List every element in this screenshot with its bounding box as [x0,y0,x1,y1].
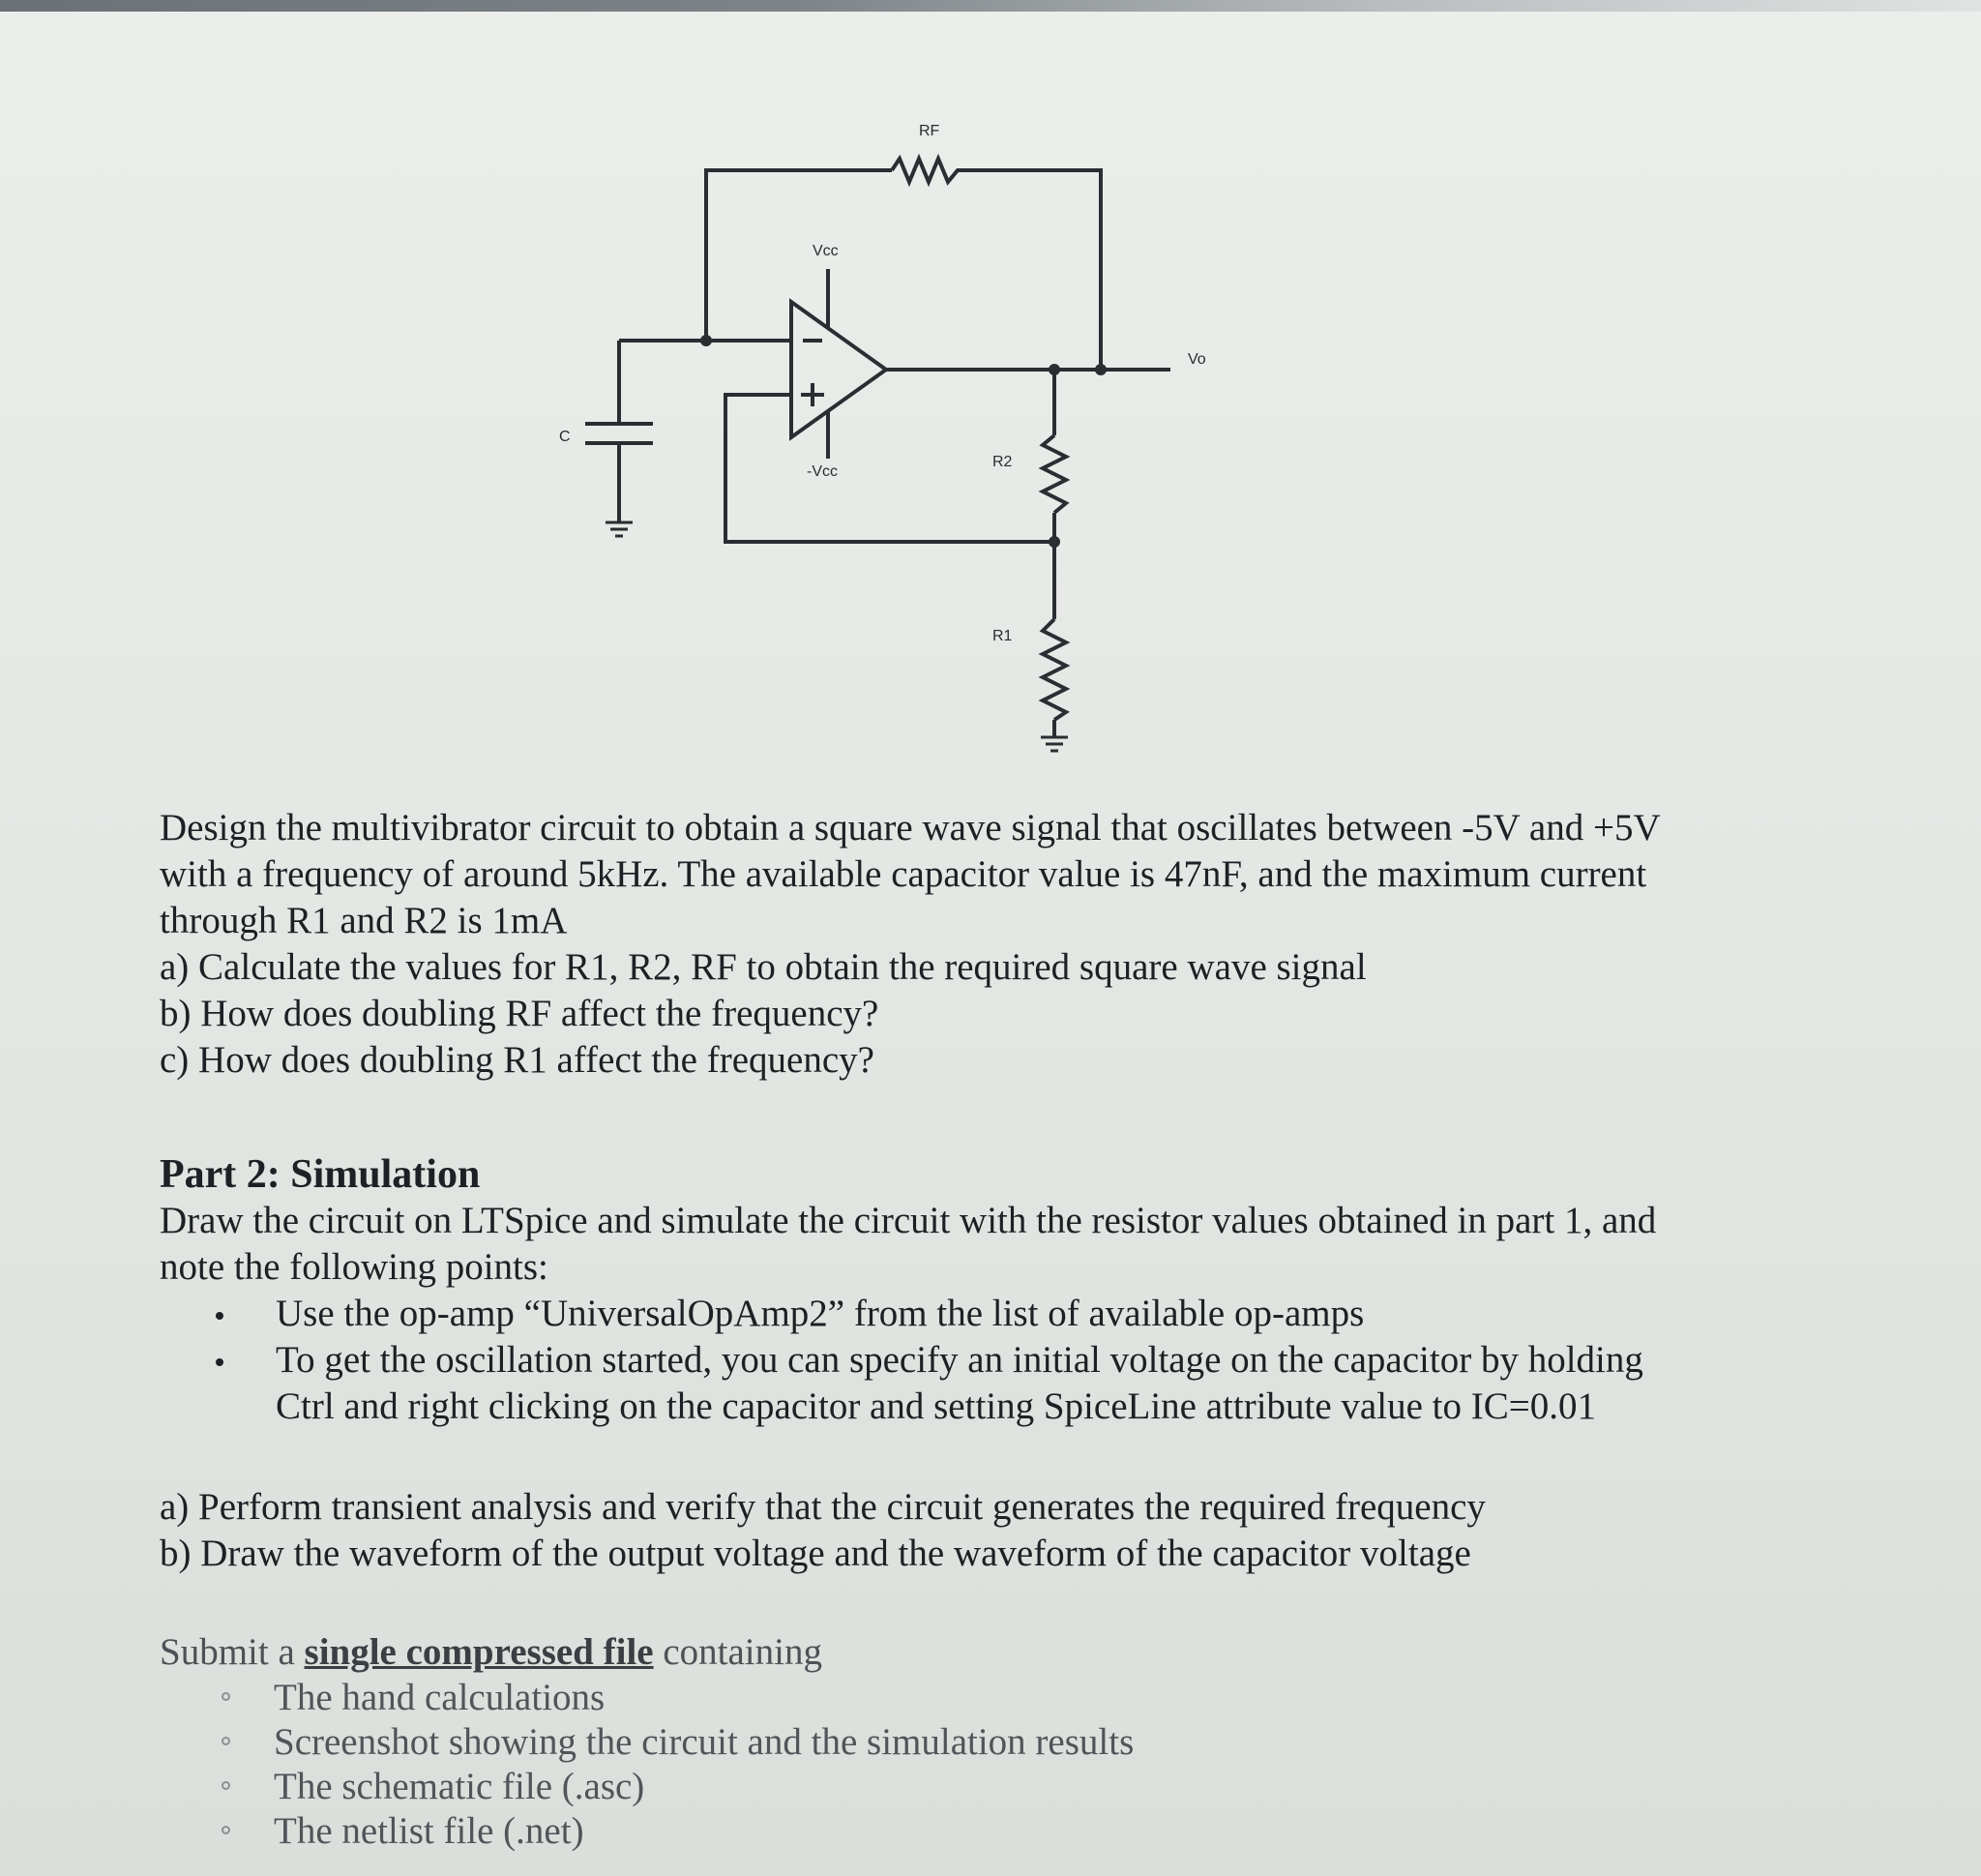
circle-bullet-icon [222,1826,230,1834]
part2-intro-line: Draw the circuit on LTSpice and simulate the circuit with the resistor values obtained in part 1, and [160,1200,1657,1241]
part2-notes-list [160,1291,1823,1430]
part1-question-a: a) Calculate the values for R1, R2, RF to obtain the required square wave signal [160,946,1367,988]
submit-suffix: containing [653,1631,822,1673]
circle-bullet-icon [222,1737,230,1745]
part1-question-b: b) How does doubling RF affect the frequency? [160,993,879,1034]
part1-intro-line: with a frequency of around 5kHz. The available capacitor value is 47nF, and the maximum current [160,853,1647,895]
node-inverting [700,335,712,346]
submit-item-text: The hand calculations [274,1677,606,1718]
submit-item-text: Screenshot showing the circuit and the simulation results [274,1721,1135,1763]
submit-item-text: The schematic file (.asc) [274,1766,645,1807]
bullet-icon [216,1358,223,1366]
wire-feedback-left [706,170,892,341]
label-rf: RF [919,123,940,139]
opamp-triangle [791,302,886,437]
assignment-text [160,805,1823,1854]
part1-intro-line: through R1 and R2 is 1mA [160,900,568,941]
multivibrator-circuit-diagram [0,0,1981,793]
ground-capacitor-icon [606,522,633,536]
node-output [1095,364,1107,375]
submit-prefix: Submit a [160,1631,305,1673]
label-vo: Vo [1188,351,1206,368]
label-r2: R2 [992,454,1013,470]
circle-bullet-icon [222,1781,230,1790]
list-item [274,1765,1823,1809]
note-text: Ctrl and right clicking on the capacitor and setting SpiceLine attribute value to IC=0.01 [276,1385,1596,1427]
list-item [274,1809,1823,1854]
part1-intro-line: Design the multivibrator circuit to obtain a square wave signal that oscillates between -5V and +5V [160,807,1661,849]
list-item [274,1676,1823,1720]
part2-heading: Part 2: Simulation [160,1152,481,1197]
ground-r1-icon [1041,737,1068,751]
list-item [276,1337,1823,1430]
part2-intro-line: note the following points: [160,1246,548,1288]
single-compressed-file-link[interactable]: single compressed file [304,1631,654,1673]
label-r1: R1 [992,628,1013,644]
submit-items-list [160,1676,1823,1854]
submit-instruction [160,1629,1823,1676]
wire-feedback-right [967,170,1101,370]
opamp-plus-sign [801,383,824,406]
label-neg-vcc: -Vcc [807,463,838,480]
r1-resistor-zigzag [1043,619,1066,720]
bullet-icon [216,1312,223,1320]
node-divider [1049,536,1060,548]
rf-resistor-zigzag [892,159,967,182]
node-r2-top [1049,364,1060,375]
label-vcc: Vcc [813,243,839,259]
part2-question-a: a) Perform transient analysis and verify that the circuit generates the required frequency [160,1486,1486,1528]
list-item [274,1720,1823,1765]
r2-resistor-zigzag [1043,435,1066,513]
note-text: To get the oscillation started, you can specify an initial voltage on the capacitor by holding [276,1339,1643,1381]
label-c: C [559,429,571,445]
submit-item-text: The netlist file (.net) [274,1810,584,1852]
list-item [276,1291,1823,1337]
note-text: Use the op-amp “UniversalOpAmp2” from the list of available op-amps [276,1293,1365,1334]
circle-bullet-icon [222,1692,230,1701]
part1-question-c: c) How does doubling R1 affect the frequency? [160,1039,874,1081]
part2-question-b: b) Draw the waveform of the output voltage and the waveform of the capacitor voltage [160,1533,1471,1574]
